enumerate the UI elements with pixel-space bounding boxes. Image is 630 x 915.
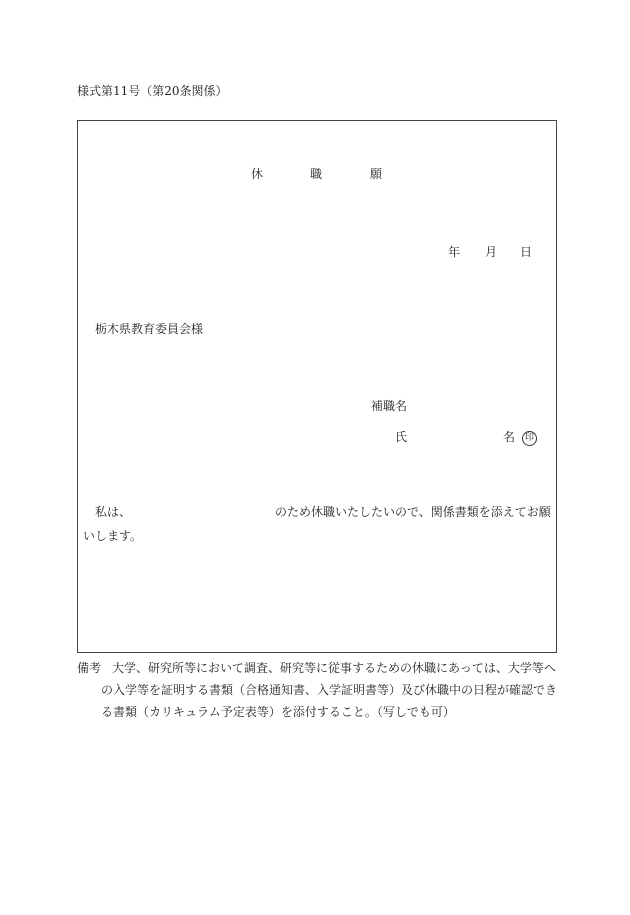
body-prefix: 私は、	[95, 505, 132, 519]
form-number: 様式第11号（第20条関係）	[77, 84, 228, 98]
notes-label: 備考	[77, 661, 102, 675]
position-label: 補職名	[371, 399, 408, 413]
notes-line-3: る書類（カリキュラム予定表等）を添付すること。（写しでも可）	[101, 705, 455, 719]
notes-line-2: の入学等を証明する書類（合格通知書、入学証明書等）及び休職中の日程が確認でき	[101, 683, 558, 697]
name-label-1: 氏	[395, 430, 408, 444]
title-char-1: 休	[251, 167, 264, 181]
notes-line-1: 大学、研究所等において調査、研究等に従事するための休職にあっては、大学等へ	[112, 661, 556, 675]
date-year: 年	[448, 245, 461, 259]
body-line2: いします。	[83, 529, 143, 543]
form-frame	[77, 120, 557, 653]
name-label-2: 名	[503, 430, 516, 444]
body-suffix: のため休職いたしたいので、関係書類を添えてお願	[275, 505, 551, 519]
date-day: 日	[520, 245, 533, 259]
title-char-3: 願	[370, 167, 383, 181]
seal-mark: 印	[522, 431, 537, 446]
date-month: 月	[485, 245, 498, 259]
title-char-2: 職	[310, 167, 323, 181]
addressee: 栃木県教育委員会様	[95, 322, 204, 336]
